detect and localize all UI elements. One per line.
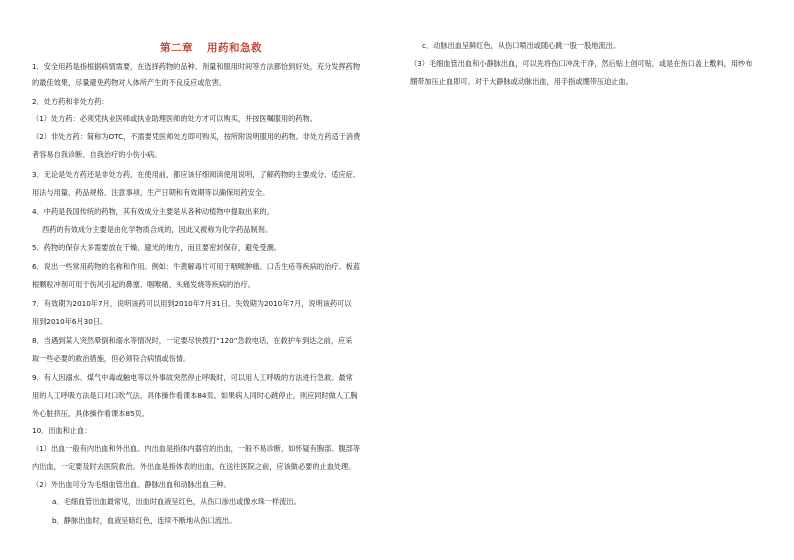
text-line: 4．中药是我国传统的药物，其有效成分主要是从各种动植物中提取出来的。 <box>32 207 274 216</box>
text-line: 者容易自我诊断、自我治疗的小伤小病。 <box>32 150 162 159</box>
text-line: 9．有人因溺水、煤气中毒或触电等以外事故突然停止呼吸时，可以用人工呼吸的方法进行急救。最常 <box>32 373 353 382</box>
text-line: 内出血，一定要及时去医院救治。外出血是指体表的出血，在送往医院之前，应该做必要的止血处理。 <box>32 462 356 471</box>
text-line: 10．出血和止血： <box>32 426 92 435</box>
text-line: 3．无论是处方药还是非处方药，在使用前，都应该仔细阅读使用说明，了解药物的主要成分、适应症、 <box>32 170 361 179</box>
text-line: c．动脉出血呈鲜红色，从伤口喷出或随心跳一股一股地流出。 <box>422 41 621 50</box>
text-line: 用法与用量、药品规格、注意事项、生产日期和有效期等以确保用药安全。 <box>32 188 270 197</box>
chapter-name: 用药和急救 <box>207 42 262 54</box>
text-line: 取一些必要的救治措施，但必须符合病情或伤情。 <box>32 354 191 363</box>
text-line: 用的人工呼吸方法是口对口吹气法，具体操作看课本84页。如果病人同时心跳停止，则应同时做人工胸 <box>32 391 358 400</box>
text-line: （2）非处方药：简称为OTC，不需要凭医师处方即可购买，按所附说明服用的药物。非处方药适于消费 <box>32 132 361 141</box>
text-line: a．毛细血管出血最常见，出血时血液呈红色，从伤口渗出或像水珠一样流出。 <box>52 497 301 506</box>
text-line: 7．有效期为2010年7月，说明该药可以用到2010年7月31日。失效期为2010年7月，说明该药可以 <box>32 299 352 308</box>
text-line: 西药的有效成分主要是由化学物质合成的，因此又被称为化学药品制剂。 <box>42 225 273 234</box>
text-line: （3）毛细血管出血和小静脉出血，可以先将伤口冲洗干净，然后贴上创可贴，或是在伤口盖上敷料，用纱布 <box>410 59 753 68</box>
text-line: 6．说出一些常用药物的名称和作用。例如：牛黄解毒片可用于咽喉肿痛、口舌生疮等疾病的治疗。板蓝 <box>32 262 361 271</box>
text-line: 外心脏挤压，具体操作看课本85页。 <box>32 409 149 418</box>
text-line: 绷带加压止血即可。对于大静脉或动脉出血，用手指或绷带压迫止血。 <box>410 77 633 86</box>
text-line: 2．处方药和非处方药： <box>32 97 109 106</box>
text-line: 的最佳效果，尽量避免药物对人体所产生的不良反应或危害。 <box>32 78 227 87</box>
text-line: 8．当遇到某人突然晕倒和溺水等情况时，一定要尽快拨打“120”急救电话，在救护车到达之前，应采 <box>32 336 353 345</box>
text-line: （2）外出血可分为毛细血管出血、静脉出血和动脉出血三种。 <box>32 480 231 489</box>
text-line: 5．药物的保存大多需要放在干燥、避光的地方，而且要密封保存，避免受潮。 <box>32 243 281 252</box>
text-line: b．静脉出血时，血液呈暗红色，连续不断地从伤口流出。 <box>52 516 237 525</box>
text-line: 根颗粒冲剂可用于伤风引起的鼻塞、咽喉痛、头痛发烧等疾病的治疗。 <box>32 280 255 289</box>
text-line: 1．安全用药是指根据病情需要，在选择药物的品种、剂量和服用时间等方法都恰到好处，充分发挥药物 <box>32 62 361 71</box>
text-line: （1）处方药：必须凭执业医师或执业助理医师的处方才可以购买，并按医嘱服用的药物。 <box>32 114 317 123</box>
text-line: （1）出血一般有内出血和外出血。内出血是指体内器官的出血，一般不易诊断，如怀疑有胸部、腹部等 <box>32 444 361 453</box>
chapter-number: 第二章 <box>160 42 193 54</box>
text-line: 用到2010年6月30日。 <box>32 317 108 326</box>
chapter-title <box>160 40 262 55</box>
